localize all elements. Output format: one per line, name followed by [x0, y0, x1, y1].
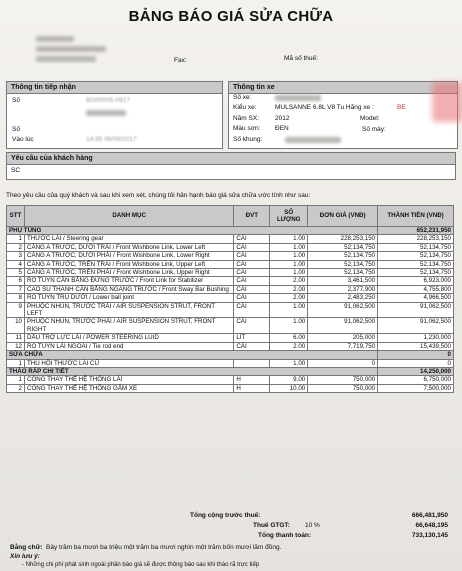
group-total: 652,231,950: [378, 227, 454, 235]
year-value: 2012: [275, 115, 290, 122]
group-total: 0: [378, 351, 454, 359]
row-qty: 1.00: [270, 260, 308, 268]
row-stt: 1: [7, 359, 25, 367]
row-unit: [234, 359, 270, 367]
col-price: ĐƠN GIÁ (VNĐ): [308, 206, 378, 227]
row-price: 52,134,750: [308, 243, 378, 251]
row-item: CÀNG A TRƯỚC, DƯỚI PHẢI / Front Wishbone Link, Lower Right: [24, 252, 233, 260]
row-amount: 91,062,500: [378, 302, 454, 318]
row-price: 91,062,500: [308, 302, 378, 318]
redacted-field: [86, 110, 126, 116]
reception-number2-label: Số: [12, 126, 20, 133]
quotation-table: [6, 205, 454, 393]
row-amount: 6,750,000: [378, 376, 454, 384]
row-unit: CÁI: [234, 294, 270, 302]
row-stt: 11: [7, 334, 25, 342]
row-amount: 52,134,750: [378, 260, 454, 268]
customer-request-box: [6, 152, 456, 180]
group-name: THÁO RÁP CHI TIẾT: [7, 367, 378, 375]
row-qty: 6.00: [270, 334, 308, 342]
row-stt: 1: [7, 235, 25, 243]
row-stt: 1: [7, 376, 25, 384]
row-item: RO TUYN TRỤ DƯỚI / Lower ball joint: [24, 294, 233, 302]
row-stt: 12: [7, 342, 25, 350]
row-item: CÔNG THAY THẾ HỆ THỐNG GẦM XE: [24, 384, 233, 392]
words-label: Bằng chữ:: [10, 544, 43, 551]
row-stt: 2: [7, 384, 25, 392]
row-unit: LÍT: [234, 334, 270, 342]
model-type-value: MULSANNE 6.8L V8 Tu Hãng xe :: [275, 104, 374, 111]
table-row: [7, 302, 454, 318]
tax-code-label: Mã số thuế:: [284, 55, 318, 62]
row-qty: 2.00: [270, 294, 308, 302]
row-item: CÀNG A TRƯỚC, TRÊN TRÁI / Front Wishbone Link, Upper Left: [24, 260, 233, 268]
customer-request-value: SC: [11, 167, 21, 174]
row-stt: 10: [7, 318, 25, 334]
customer-request-heading: Yêu cầu của khách hàng: [7, 153, 455, 165]
fax-label: Fax:: [174, 57, 187, 64]
row-item: PHUỘC NHÚN, TRƯỚC PHẢI / AIR SUSPENSION STRUT, FRONT RIGHT: [24, 318, 233, 334]
col-qty: SỐ LƯỢNG: [270, 206, 308, 227]
row-amount: 0: [378, 359, 454, 367]
row-stt: 9: [7, 302, 25, 318]
row-qty: 2.00: [270, 277, 308, 285]
group-row: [7, 227, 454, 235]
table-row: [7, 359, 454, 367]
table-row: [7, 294, 454, 302]
row-unit: CÁI: [234, 277, 270, 285]
row-qty: 1.00: [270, 252, 308, 260]
row-unit: CÁI: [234, 269, 270, 277]
color-value: ĐEN: [275, 125, 289, 132]
redacted-plate: [275, 95, 321, 101]
row-qty: 2.00: [270, 285, 308, 293]
row-price: 2,377,900: [308, 285, 378, 293]
row-unit: CÁI: [234, 342, 270, 350]
row-amount: 6,923,000: [378, 277, 454, 285]
row-price: 2,483,250: [308, 294, 378, 302]
row-item: CÀNG A TRƯỚC, DƯỚI TRÁI / Front Wishbone Link, Lower Left: [24, 243, 233, 251]
table-row: [7, 334, 454, 342]
plate-label: Số xe:: [233, 94, 252, 101]
table-header-row: [7, 206, 454, 227]
table-row: [7, 376, 454, 384]
table-row: [7, 252, 454, 260]
row-price: 3,461,500: [308, 277, 378, 285]
group-name: SỬA CHỮA: [7, 351, 378, 359]
row-price: 52,134,750: [308, 260, 378, 268]
table-row: [7, 318, 454, 334]
table-row: [7, 235, 454, 243]
col-unit: ĐVT: [234, 206, 270, 227]
row-price: 91,062,500: [308, 318, 378, 334]
pre-tax-total-label: Tổng cộng trước thuế:: [190, 512, 261, 519]
chassis-label: Số khung:: [233, 136, 263, 143]
vehicle-info-box: [228, 81, 458, 149]
table-row: [7, 384, 454, 392]
table-row: [7, 277, 454, 285]
row-unit: CÁI: [234, 260, 270, 268]
vehicle-heading: Thông tin xe: [229, 82, 457, 94]
row-amount: 15,439,500: [378, 342, 454, 350]
row-stt: 3: [7, 252, 25, 260]
row-item: RO TUYN CÂN BẰNG ĐỨNG TRƯỚC / Front Link for Stabilizer: [24, 277, 233, 285]
row-price: 228,253,150: [308, 235, 378, 243]
red-stamp-mark: [432, 82, 462, 122]
row-stt: 4: [7, 260, 25, 268]
pre-tax-total-value: 666,481,950: [411, 512, 448, 519]
note-1: - Những chi phí phát sinh ngoài phần báo giá sẽ được thông báo sau khi tháo rã trực tiếp: [22, 562, 260, 568]
row-item: THU HỒI THƯỚC LÁI CŨ: [24, 359, 233, 367]
row-amount: 91,062,500: [378, 318, 454, 334]
group-row: [7, 367, 454, 375]
vat-value: 66,648,195: [415, 522, 448, 529]
grand-total-value: 733,130,145: [411, 532, 448, 539]
row-price: 205,000: [308, 334, 378, 342]
document-title: BẢNG BÁO GIÁ SỬA CHỮA: [128, 8, 334, 25]
reception-heading: Thông tin tiếp nhận: [7, 82, 222, 94]
row-price: 750,000: [308, 384, 378, 392]
row-price: 52,134,750: [308, 252, 378, 260]
row-amount: 228,253,150: [378, 235, 454, 243]
table-row: [7, 243, 454, 251]
row-qty: 1.00: [270, 302, 308, 318]
row-unit: CÁI: [234, 318, 270, 334]
table-row: [7, 342, 454, 350]
row-amount: 52,134,750: [378, 269, 454, 277]
row-unit: CÁI: [234, 243, 270, 251]
row-item: CAO SU THANH CÂN BẰNG NGANG TRƯỚC / Front Sway Bar Bushing: [24, 285, 233, 293]
reception-number-value: BG00005-0917: [86, 97, 131, 104]
row-item: CÀNG A TRƯỚC, TRÊN PHẢI / Front Wishbone Link, Upper Right: [24, 269, 233, 277]
table-row: [7, 285, 454, 293]
row-item: DẦU TRỢ LỰC LÁI / POWER STEERING LUID: [24, 334, 233, 342]
row-unit: H: [234, 384, 270, 392]
row-qty: 1.00: [270, 235, 308, 243]
arrival-time-label: Vào lúc: [12, 136, 34, 143]
group-total: 14,250,000: [378, 367, 454, 375]
row-unit: CÁI: [234, 235, 270, 243]
col-amount: THÀNH TIỀN (VNĐ): [378, 206, 454, 227]
row-unit: CÁI: [234, 302, 270, 318]
row-stt: 6: [7, 277, 25, 285]
year-label: Năm SX:: [233, 115, 260, 122]
row-amount: 4,966,500: [378, 294, 454, 302]
row-item: PHUỘC NHÚN, TRƯỚC TRÁI / AIR SUSPENSION STRUT, FRONT LEFT: [24, 302, 233, 318]
row-stt: 5: [7, 269, 25, 277]
row-qty: 9.00: [270, 376, 308, 384]
vat-label: Thuế GTGT:: [253, 522, 290, 529]
color-label: Màu sơn:: [233, 125, 261, 132]
engine-number-label: Số máy:: [362, 126, 386, 133]
row-price: 750,000: [308, 376, 378, 384]
row-item: RO TUYN LÁI NGOÀI / Tie rod end: [24, 342, 233, 350]
row-price: 7,719,750: [308, 342, 378, 350]
table-row: [7, 260, 454, 268]
row-qty: 2.00: [270, 342, 308, 350]
intro-text: Theo yêu cầu của quý khách và sau khi xem xét, chúng tôi hân hạnh báo giá sửa chữa ước tính như sau:: [6, 192, 311, 199]
words-value: Bảy trăm ba mươi ba triệu một trăm ba mươi nghìn một trăm bốn mươi lăm đồng.: [46, 544, 282, 551]
group-row: [7, 351, 454, 359]
row-unit: CÁI: [234, 252, 270, 260]
row-qty: 1.00: [270, 359, 308, 367]
row-stt: 7: [7, 285, 25, 293]
row-amount: 1,230,000: [378, 334, 454, 342]
row-unit: H: [234, 376, 270, 384]
reception-number-label: Số: [12, 97, 20, 104]
col-item: DANH MỤC: [24, 206, 233, 227]
row-qty: 10.00: [270, 384, 308, 392]
row-price: 52,134,750: [308, 269, 378, 277]
row-price: 0: [308, 359, 378, 367]
redacted-chassis: [285, 137, 341, 143]
arrival-time-value: 14:35 06/09/2017: [86, 136, 137, 143]
note-label: Xin lưu ý:: [10, 553, 40, 560]
row-item: CÔNG THAY THẾ HỆ THỐNG LÁI: [24, 376, 233, 384]
grand-total-label: Tổng thanh toán:: [258, 532, 312, 539]
model-type-label: Kiểu xe:: [233, 104, 257, 111]
row-stt: 8: [7, 294, 25, 302]
row-qty: 1.00: [270, 318, 308, 334]
row-amount: 7,500,000: [378, 384, 454, 392]
table-row: [7, 269, 454, 277]
row-amount: 52,134,750: [378, 243, 454, 251]
row-amount: 52,134,750: [378, 252, 454, 260]
brand-value: BE: [397, 104, 406, 111]
group-name: PHỤ TÙNG: [7, 227, 378, 235]
vat-rate: 10 %: [305, 522, 320, 529]
row-amount: 4,755,800: [378, 285, 454, 293]
row-qty: 1.00: [270, 269, 308, 277]
row-stt: 2: [7, 243, 25, 251]
row-item: THƯỚC LÁI / Steering gear: [24, 235, 233, 243]
col-stt: STT: [7, 206, 25, 227]
model-label: Model:: [360, 115, 380, 122]
row-qty: 1.00: [270, 243, 308, 251]
row-unit: CÁI: [234, 285, 270, 293]
